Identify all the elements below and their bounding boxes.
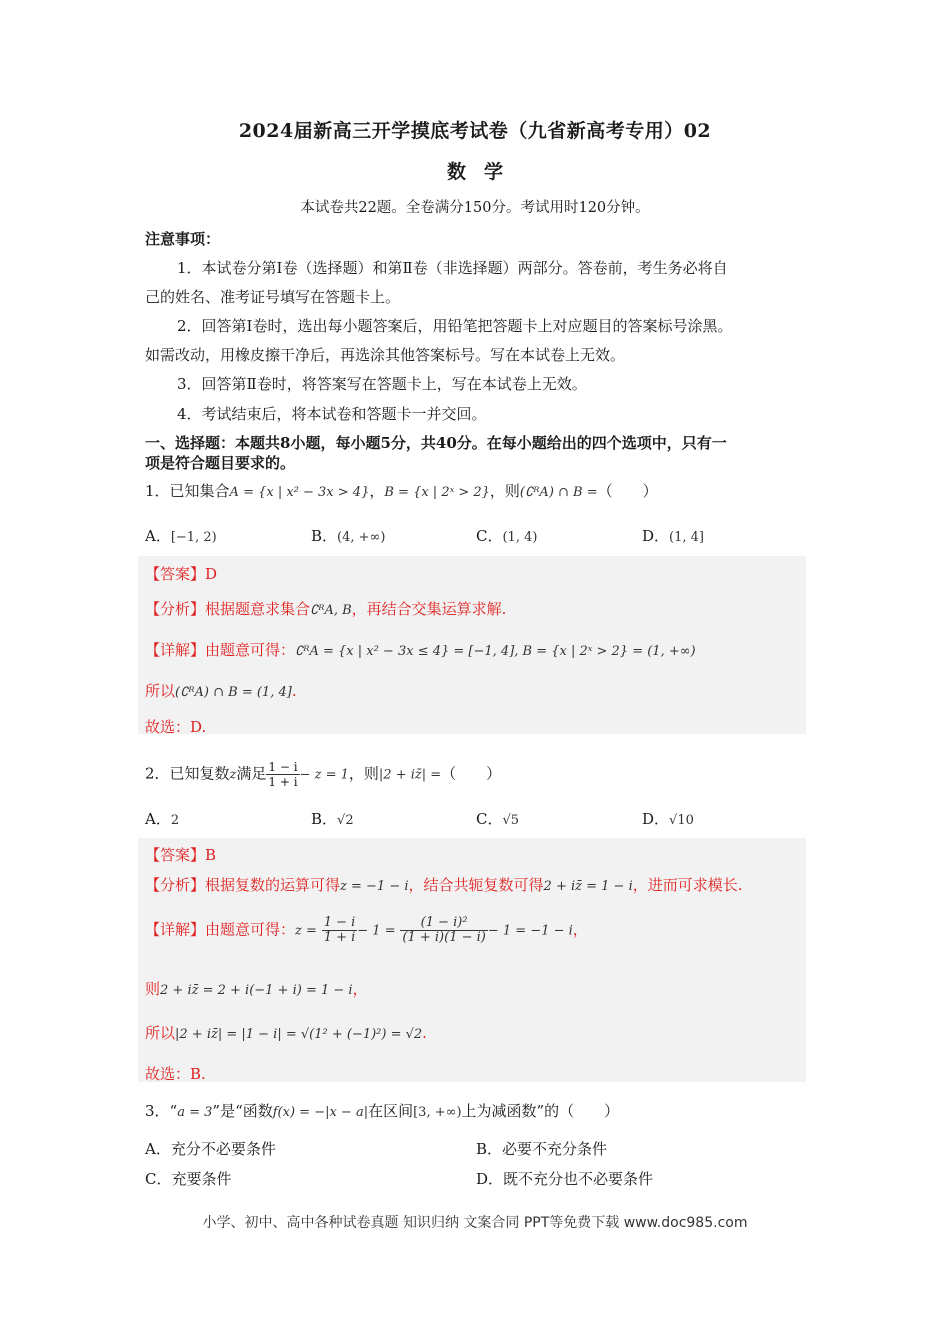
notes-heading: 注意事项： xyxy=(145,230,221,248)
q3-option-b: B．必要不充分条件 xyxy=(476,1140,608,1158)
q2-then: 则2 + iz̄ = 2 + i(−1 + i) = 1 − i， xyxy=(145,980,368,998)
q1-expression: (∁ᴿA) ∩ B = xyxy=(519,485,598,500)
question-2: 2．已知复数z满足 $\frac{1 - i}{1 + i}$ − z = 1，则|2 + iz̄| =（ ） xyxy=(145,760,502,789)
section-line-2: 项是符合题目要求的。 xyxy=(145,454,296,472)
q2-analysis: 【分析】根据复数的运算可得z = −1 − i，结合共轭复数可得2 + iz̄ = 1 − i，进而可求模长. xyxy=(145,876,743,894)
note-1a: 1．本试卷分第Ⅰ卷（选择题）和第Ⅱ卷（非选择题）两部分。答卷前，考生务必将自 xyxy=(177,259,728,277)
q2-option-c: C．√5 xyxy=(476,810,520,828)
q1-option-d: D．(1, 4] xyxy=(642,527,704,545)
q2-conclusion: 所以|2 + iz̄| = |1 − i| = √(1² + (−1)²) = √2. xyxy=(145,1024,427,1042)
page-title: 2024届新高三开学摸底考试卷（九省新高考专用）02 xyxy=(238,120,712,142)
question-1: 1．已知集合A = {x | x² − 3x > 4}，B = {x | 2ˣ > 2}，则(∁ᴿA) ∩ B =（ ） xyxy=(145,482,658,500)
section-line-1: 一、选择题：本题共8小题，每小题5分，共40分。在每小题给出的四个选项中，只有一 xyxy=(145,434,727,452)
q1-option-c: C．(1, 4) xyxy=(476,527,538,545)
q1-detail: 【详解】由题意可得：∁ᴿA = {x | x² − 3x ≤ 4} = [−1, 4], B = {x | 2ˣ > 2} = (1, +∞) xyxy=(145,641,696,659)
note-2b: 如需改动，用橡皮擦干净后，再选涂其他答案标号。写在本试卷上无效。 xyxy=(145,346,626,364)
subject-title: 数学 xyxy=(446,161,521,183)
q1-choice: 故选：D. xyxy=(145,718,207,736)
q2-option-d: D．√10 xyxy=(642,810,694,828)
set-b: B = {x | 2ˣ > 2} xyxy=(384,485,490,500)
q2-option-a: A．2 xyxy=(145,810,180,828)
set-a: A = {x | x² − 3x > 4} xyxy=(229,485,370,500)
note-2a: 2．回答第Ⅰ卷时，选出每小题答案后，用铅笔把答题卡上对应题目的答案标号涂黑。 xyxy=(177,317,733,335)
q1-analysis: 【分析】根据题意求集合∁ᴿA, B，再结合交集运算求解. xyxy=(145,600,507,618)
question-3: 3．“a = 3”是“函数f(x) = −|x − a|在区间[3, +∞)上为减函数”的（ ） xyxy=(145,1102,620,1120)
q2-detail: 【详解】由题意可得：z = $\frac{1 - i}{1 + i}$ − 1 = $\frac{\text{(1 − i)²}}{(1 + i)(1 - i)}$ − 1 = −1 − i， xyxy=(145,915,588,945)
note-4: 4．考试结束后，将本试卷和答题卡一并交回。 xyxy=(177,405,487,423)
q3-option-c: C．充要条件 xyxy=(145,1170,232,1188)
q2-fraction: $\frac{1 - i}{1 + i}$ xyxy=(268,760,298,789)
q1-answer: 【答案】D xyxy=(145,565,218,583)
q2-choice: 故选：B. xyxy=(145,1065,206,1083)
page-footer: 小学、初中、高中各种试卷真题 知识归纳 文案合同 PPT等免费下载 www.doc985.com xyxy=(202,1215,748,1231)
q1-option-a: A．[−1, 2) xyxy=(145,527,217,545)
q1-option-b: B．(4, +∞) xyxy=(311,527,386,545)
q2-answer: 【答案】B xyxy=(145,846,217,864)
q1-conclusion: 所以(∁ᴿA) ∩ B = (1, 4]. xyxy=(145,682,297,700)
q3-option-d: D．既不充分也不必要条件 xyxy=(476,1170,654,1188)
exam-info: 本试卷共22题。全卷满分150分。考试用时120分钟。 xyxy=(300,200,650,216)
note-3: 3．回答第Ⅱ卷时，将答案写在答题卡上，写在本试卷上无效。 xyxy=(177,375,587,393)
note-1b: 己的姓名、准考证号填写在答题卡上。 xyxy=(145,288,401,306)
q3-option-a: A．充分不必要条件 xyxy=(145,1140,276,1158)
section-heading xyxy=(145,433,815,473)
q2-option-b: B．√2 xyxy=(311,810,354,828)
